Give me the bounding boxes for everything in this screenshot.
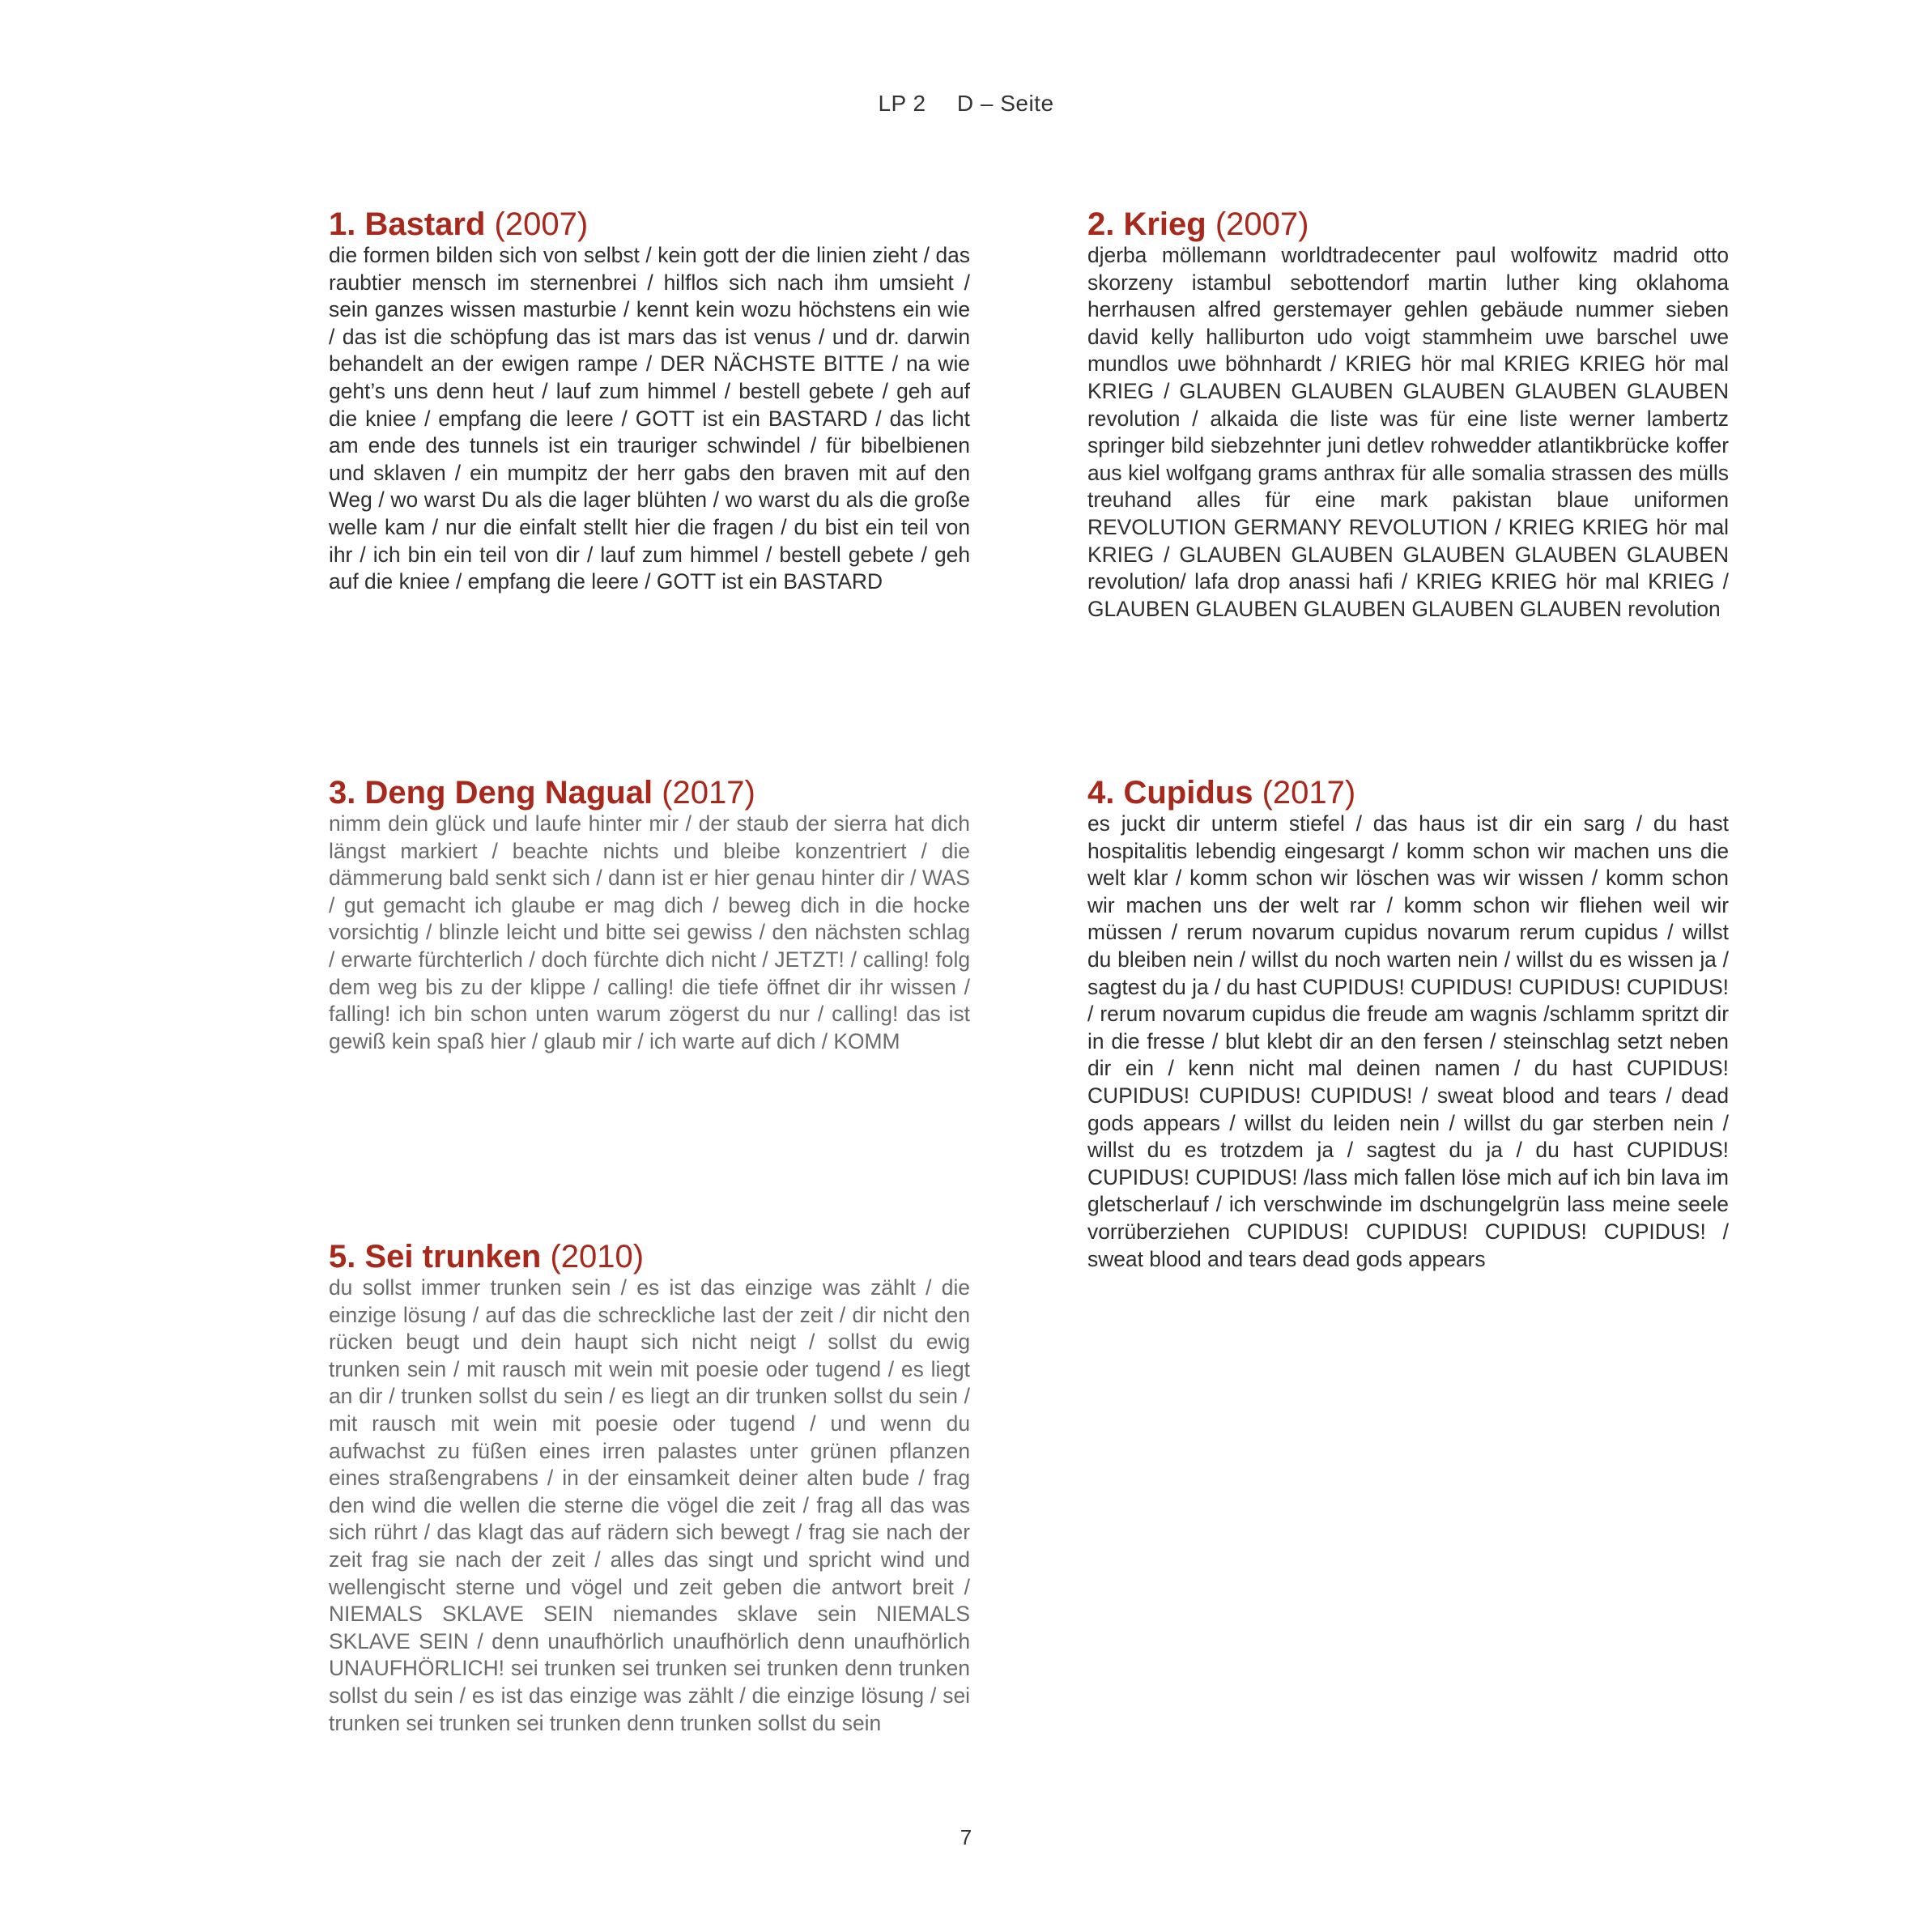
page-header <box>0 91 1932 117</box>
lp-label: LP 2 <box>878 91 926 116</box>
song-title <box>1087 206 1729 242</box>
song-bastard <box>329 206 970 596</box>
song-title-text: 5. Sei trunken <box>329 1239 542 1275</box>
song-title-text: 2. Krieg <box>1087 206 1206 242</box>
song-lyrics: die formen bilden sich von selbst / kein gott der die linien zieht / das raubtier mensch im sternenbrei / hilflos sich nach ihm umsieht / sein ganzes wissen masturbie / kennt kein wozu höchstens ein wie / das ist die schöpfung das ist mars das ist venus / und dr. darwin behandelt an der ewigen rampe / DER NÄCHSTE BITTE / na wie geht’s uns denn heut / lauf zum himmel / bestell gebete / geh auf die kniee / empfang die leere / GOTT ist ein BASTARD / das licht am ende des tunnels ist ein trauriger schwindel / für bibelbienen und sklaven / ein mumpitz der herr gabs den braven mit auf den Weg / wo warst Du als die lager blühten / wo warst du als die große welle kam / nur die einfalt stellt hier die fragen / du bist ein teil von ihr / ich bin ein teil von dir / lauf zum himmel / bestell gebete / geh auf die kniee / empfang die leere / GOTT ist ein BASTARD <box>329 243 970 594</box>
song-sei-trunken <box>329 1239 970 1737</box>
song-title <box>1087 775 1729 811</box>
song-title-text: 1. Bastard <box>329 206 486 242</box>
song-title <box>329 206 970 242</box>
song-lyrics: du sollst immer trunken sein / es ist das einzige was zählt / die einzige lösung / auf das die schreckliche last der zeit / dir nicht den rücken beugt und dein haupt sich nicht neigt / sollst du ewig trunken sein / mit rausch mit wein mit poesie oder tugend / es liegt an dir / trunken sollst du sein / es liegt an dir trunken sollst du sein / mit rausch mit wein mit poesie oder tugend / und wenn du aufwachst zu füßen eines irren palastes unter grünen pflanzen eines straßengrabens / in der einsamkeit deiner alten bude / frag den wind die wellen die sterne die vögel die zeit / frag all das was sich rührt / das klagt das auf rädern sich bewegt / frag sie nach der zeit frag sie nach der zeit / alles das singt und spricht wind und wellengischt sterne und vögel und zeit geben die antwort breit / NIEMALS SKLAVE SEIN niemandes sklave sein NIEMALS SKLAVE SEIN / denn unaufhörlich unaufhörlich denn unaufhörlich UNAUFHÖRLICH! sei trunken sei trunken sei trunken denn trunken sollst du sein / es ist das einzige was zählt / die einzige lösung / sei trunken sei trunken sei trunken denn trunken sollst du sein <box>329 1275 970 1735</box>
song-title <box>329 1239 970 1275</box>
song-year: (2017) <box>662 775 755 811</box>
song-year: (2007) <box>494 206 589 242</box>
song-lyrics: nimm dein glück und laufe hinter mir / der staub der sierra hat dich längst markiert / beachte nichts und bleibe konzentriert / die dämmerung bald senkt sich / dann ist er hier genau hinter dir / WAS / gut gemacht ich glaube er mag dich / beweg dich in die hocke vorsichtig / blinzle leicht und bitte sei gewiss / den nächsten schlag / erwarte fürchterlich / doch fürchte dich nicht / JETZT! / calling! folg dem weg bis zu der klippe / calling! die tiefe öffnet dir ihr wissen / falling! ich bin schon unten warum zögerst du nur / calling! das ist gewiß kein spaß hier / glaub mir / ich warte auf dich / KOMM <box>329 811 970 1053</box>
song-title-text: 4. Cupidus <box>1087 775 1253 811</box>
song-title <box>329 775 970 811</box>
side-label: D – Seite <box>956 91 1054 116</box>
song-title-text: 3. Deng Deng Nagual <box>329 775 653 811</box>
song-lyrics: es juckt dir unterm stiefel / das haus ist dir ein sarg / du hast hospitalitis lebendig eingesargt / komm schon wir machen uns die welt klar / komm schon wir löschen was wir wissen / komm schon wir machen uns der welt rar / komm schon wir fliehen weil wir müssen / rerum novarum cupidus novarum rerum cupidus / willst du bleiben nein / willst du noch warten nein / willst du es wissen ja / sagtest du ja / du hast CUPIDUS! CUPIDUS! CUPIDUS! CUPIDUS! / rerum novarum cupidus die freude am wagnis /schlamm spritzt dir in die fresse / blut klebt dir an den fersen / steinschlag setzt neben dir ein / kenn nicht mal deinen namen / du hast CUPIDUS! CUPIDUS! CUPIDUS! CUPIDUS! / sweat blood and tears / dead gods appears / willst du leiden nein / willst du gar sterben nein / willst du es trotzdem ja / sagtest du ja / du hast CUPIDUS! CUPIDUS! CUPIDUS! /lass mich fallen löse mich auf ich bin lava im gletscherlauf / ich verschwinde im dschungelgrün lass meine seele vorrüberziehen CUPIDUS! CUPIDUS! CUPIDUS! CUPIDUS! / sweat blood and tears dead gods appears <box>1087 811 1729 1271</box>
song-year: (2017) <box>1262 775 1356 811</box>
page-number: 7 <box>960 1825 972 1849</box>
song-year: (2007) <box>1215 206 1309 242</box>
song-krieg <box>1087 206 1729 623</box>
song-deng-deng-nagual <box>329 775 970 1055</box>
song-cupidus <box>1087 775 1729 1273</box>
song-lyrics: djerba möllemann worldtradecenter paul wolfowitz madrid otto skorzeny istambul sebottendorf martin luther king oklahoma herrhausen alfred gerstemayer gehlen gebäude nummer sieben david kelly halliburton udo voigt stammheim uwe barschel uwe mundlos uwe böhnhardt / KRIEG hör mal KRIEG KRIEG hör mal KRIEG / GLAUBEN GLAUBEN GLAUBEN GLAUBEN GLAUBEN revolution / alkaida die liste was für eine liste werner lambertz springer bild siebzehnter juni detlev rohwedder atlantikbrücke koffer aus kiel wolfgang grams anthrax für alle somalia strassen des mülls treuhand alles für eine mark pakistan blaue uniformen REVOLUTION GERMANY REVOLUTION / KRIEG KRIEG hör mal KRIEG / GLAUBEN GLAUBEN GLAUBEN GLAUBEN GLAUBEN revolution/ lafa drop anassi hafi / KRIEG KRIEG hör mal KRIEG / GLAUBEN GLAUBEN GLAUBEN GLAUBEN GLAUBEN revolution <box>1087 243 1729 621</box>
song-year: (2010) <box>550 1239 645 1275</box>
